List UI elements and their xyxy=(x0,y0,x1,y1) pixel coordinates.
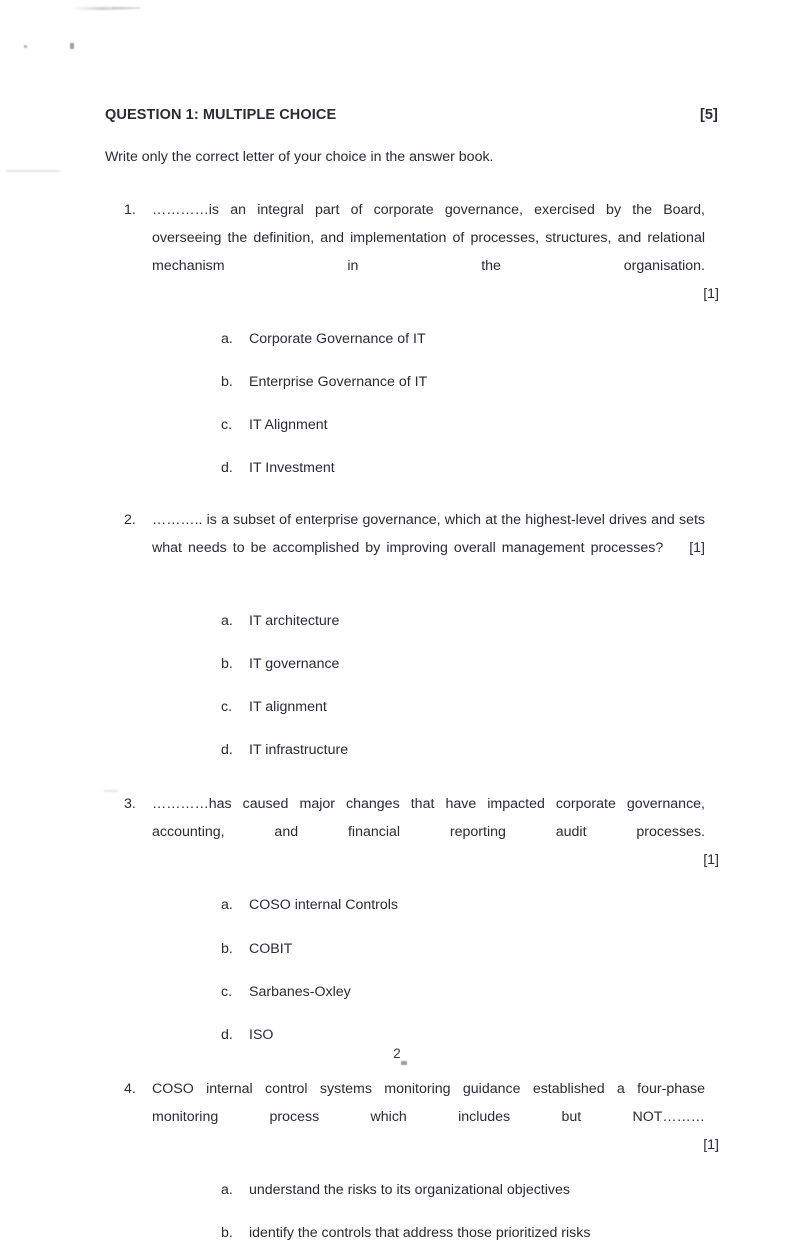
section-marks-badge: [5] xyxy=(699,107,718,123)
instruction-text: Write only the correct letter of your choice in the answer book. xyxy=(105,149,494,166)
option-item[interactable] xyxy=(152,1182,705,1199)
option-text: COSO internal Controls xyxy=(249,897,399,914)
question-number: 3. xyxy=(124,796,136,813)
option-list xyxy=(152,1182,705,1242)
option-label: a. xyxy=(221,330,233,347)
option-label: a. xyxy=(221,1181,233,1198)
option-label: d. xyxy=(221,742,233,759)
option-label: c. xyxy=(221,699,233,716)
option-item[interactable] xyxy=(152,984,705,1001)
option-label: a. xyxy=(221,897,233,914)
option-text: ISO xyxy=(249,1026,274,1043)
option-text: COBIT xyxy=(249,940,293,957)
question-text: COSO internal control systems monitoring guidance established a four-phase monitoring process which includes but NOT……… xyxy=(152,1080,705,1125)
option-item[interactable] xyxy=(152,613,705,630)
option-text: Corporate Governance of IT xyxy=(249,330,426,347)
option-item[interactable] xyxy=(152,331,705,348)
question-list xyxy=(105,196,719,1242)
option-item[interactable] xyxy=(152,374,705,391)
option-label: d. xyxy=(221,459,233,476)
question-marks: [1] xyxy=(703,852,719,869)
question-number: 4. xyxy=(124,1080,136,1097)
option-label: c. xyxy=(221,416,233,433)
option-label: b. xyxy=(221,373,233,390)
option-text: IT Investment xyxy=(249,459,335,476)
question-text xyxy=(152,506,705,590)
option-item[interactable] xyxy=(152,897,705,914)
scan-artifact-speck xyxy=(24,45,27,48)
option-text: Enterprise Governance of IT xyxy=(249,373,428,390)
question-item xyxy=(105,506,705,759)
scan-artifact-speck xyxy=(70,43,74,49)
option-label: b. xyxy=(221,1224,233,1241)
question-item xyxy=(105,790,719,1043)
option-label: a. xyxy=(221,613,233,630)
question-stem: ……….. is a subset of enterprise governance, which at the highest-level drives and sets what needs to be accomplished by improving overall management processes? xyxy=(152,511,705,556)
question-section-header xyxy=(105,107,718,124)
option-item[interactable] xyxy=(152,417,705,434)
option-list xyxy=(152,613,705,759)
question-item xyxy=(105,1075,719,1242)
page-number: 2 xyxy=(393,1046,401,1061)
option-item[interactable] xyxy=(152,699,705,716)
question-section-title: QUESTION 1: MULTIPLE CHOICE xyxy=(105,107,337,123)
option-text: IT alignment xyxy=(249,699,327,716)
question-item xyxy=(105,196,719,477)
question-marks: [1] xyxy=(703,1136,719,1153)
question-text: …………has caused major changes that have impacted corporate governance, accounting, and financial reporting audit processes. xyxy=(152,796,705,841)
question-number: 1. xyxy=(124,202,136,219)
option-item[interactable] xyxy=(152,941,705,958)
option-text: identify the controls that address those prioritized risks xyxy=(249,1224,591,1241)
option-item[interactable] xyxy=(152,1027,705,1044)
question-number: 2. xyxy=(124,511,136,528)
option-label: c. xyxy=(221,983,233,1000)
option-item[interactable] xyxy=(152,460,705,477)
option-text: IT infrastructure xyxy=(249,742,349,759)
option-item[interactable] xyxy=(152,656,705,673)
option-list xyxy=(152,897,705,1043)
option-item[interactable] xyxy=(152,1225,705,1242)
question-text: …………is an integral part of corporate governance, exercised by the Board, overseeing the definition, and implementation of processes, structures, and relational mechanism in the organisation. xyxy=(152,202,705,275)
option-item[interactable] xyxy=(152,742,705,759)
question-marks: [1] xyxy=(689,539,705,556)
option-text: understand the risks to its organizational objectives xyxy=(249,1181,570,1198)
option-text: IT governance xyxy=(249,656,340,673)
option-label: d. xyxy=(221,1026,233,1043)
option-list xyxy=(152,331,705,477)
scan-artifact-edge-mark xyxy=(6,170,60,172)
option-label: b. xyxy=(221,940,233,957)
option-text: IT architecture xyxy=(249,613,340,630)
option-label: b. xyxy=(221,656,233,673)
option-text: Sarbanes-Oxley xyxy=(249,983,351,1000)
question-marks: [1] xyxy=(703,286,719,303)
option-text: IT Alignment xyxy=(249,416,328,433)
